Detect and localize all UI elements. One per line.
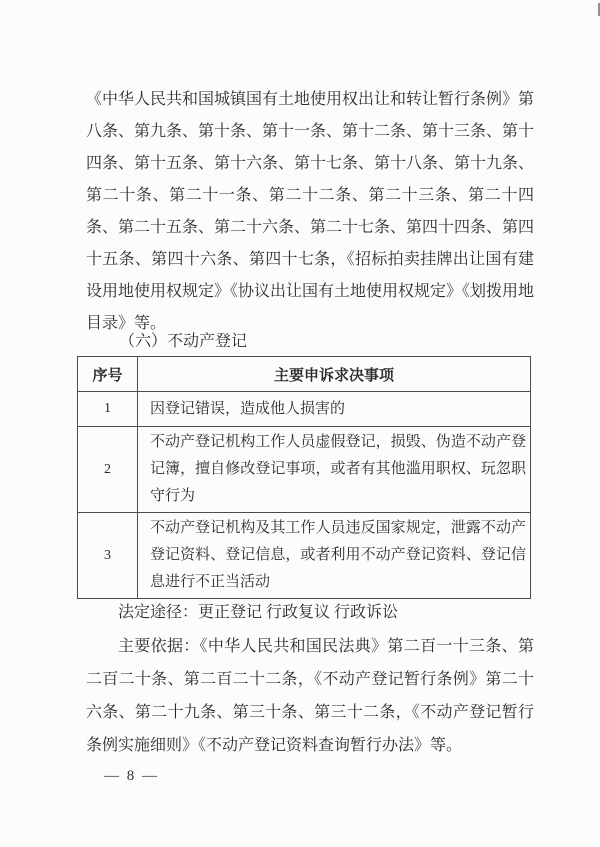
- row-index: 3: [78, 513, 138, 599]
- table-row: [78, 513, 531, 599]
- row-item-text: 不动产登记机构及其工作人员违反国家规定，泄露不动产登记资料、登记信息，或者利用不动产登记资料、登记信息进行不正当活动: [138, 513, 531, 599]
- complaint-table: [77, 356, 531, 599]
- table-row: [78, 427, 531, 513]
- row-index: 1: [78, 392, 138, 427]
- row-item-text: 不动产登记机构工作人员虚假登记，损毁、伪造不动产登记簿，擅自修改登记事项，或者有其他滥用职权、玩忽职守行为: [138, 427, 531, 513]
- page-number: — 8 —: [104, 768, 159, 784]
- basis-paragraph: 主要依据：《中华人民共和国民法典》第二百一十三条、第二百二十条、第二百二十二条，《不动产登记暂行条例》第二十六条、第二十九条、第三十条、第三十二条，《不动产登记暂行条例实施细则》《不动产登记资料查询暂行办法》等。: [86, 638, 534, 754]
- row-item-text: 因登记错误，造成他人损害的: [138, 392, 531, 427]
- table-row: [78, 392, 531, 427]
- header-cell-main-items: 主要申诉求决事项: [138, 357, 531, 392]
- legal-route-line: 法定途径：更正登记 行政复议 行政诉讼: [118, 604, 399, 621]
- table-header-row: [78, 357, 531, 392]
- intro-paragraph: 《中华人民共和国城镇国有土地使用权出让和转让暂行条例》第八条、第九条、第十条、第十一条、第十二条、第十三条、第十四条、第十五条、第十六条、第十七条、第十八条、第十九条、第二十条、第二十一条、第二十二条、第二十三条、第二十四条、第二十五条、第二十六条、第二十七条、第四十四条、第四十五条、第四十六条、第四十七条，《招标拍卖挂牌出让国有建设用地使用权规定》《协议出让国有土地使用权规定》《划拨用地目录》等。: [86, 91, 535, 332]
- row-index: 2: [78, 427, 138, 513]
- section-heading: （六）不动产登记: [119, 333, 248, 350]
- header-cell-serial-number: 序号: [78, 357, 138, 392]
